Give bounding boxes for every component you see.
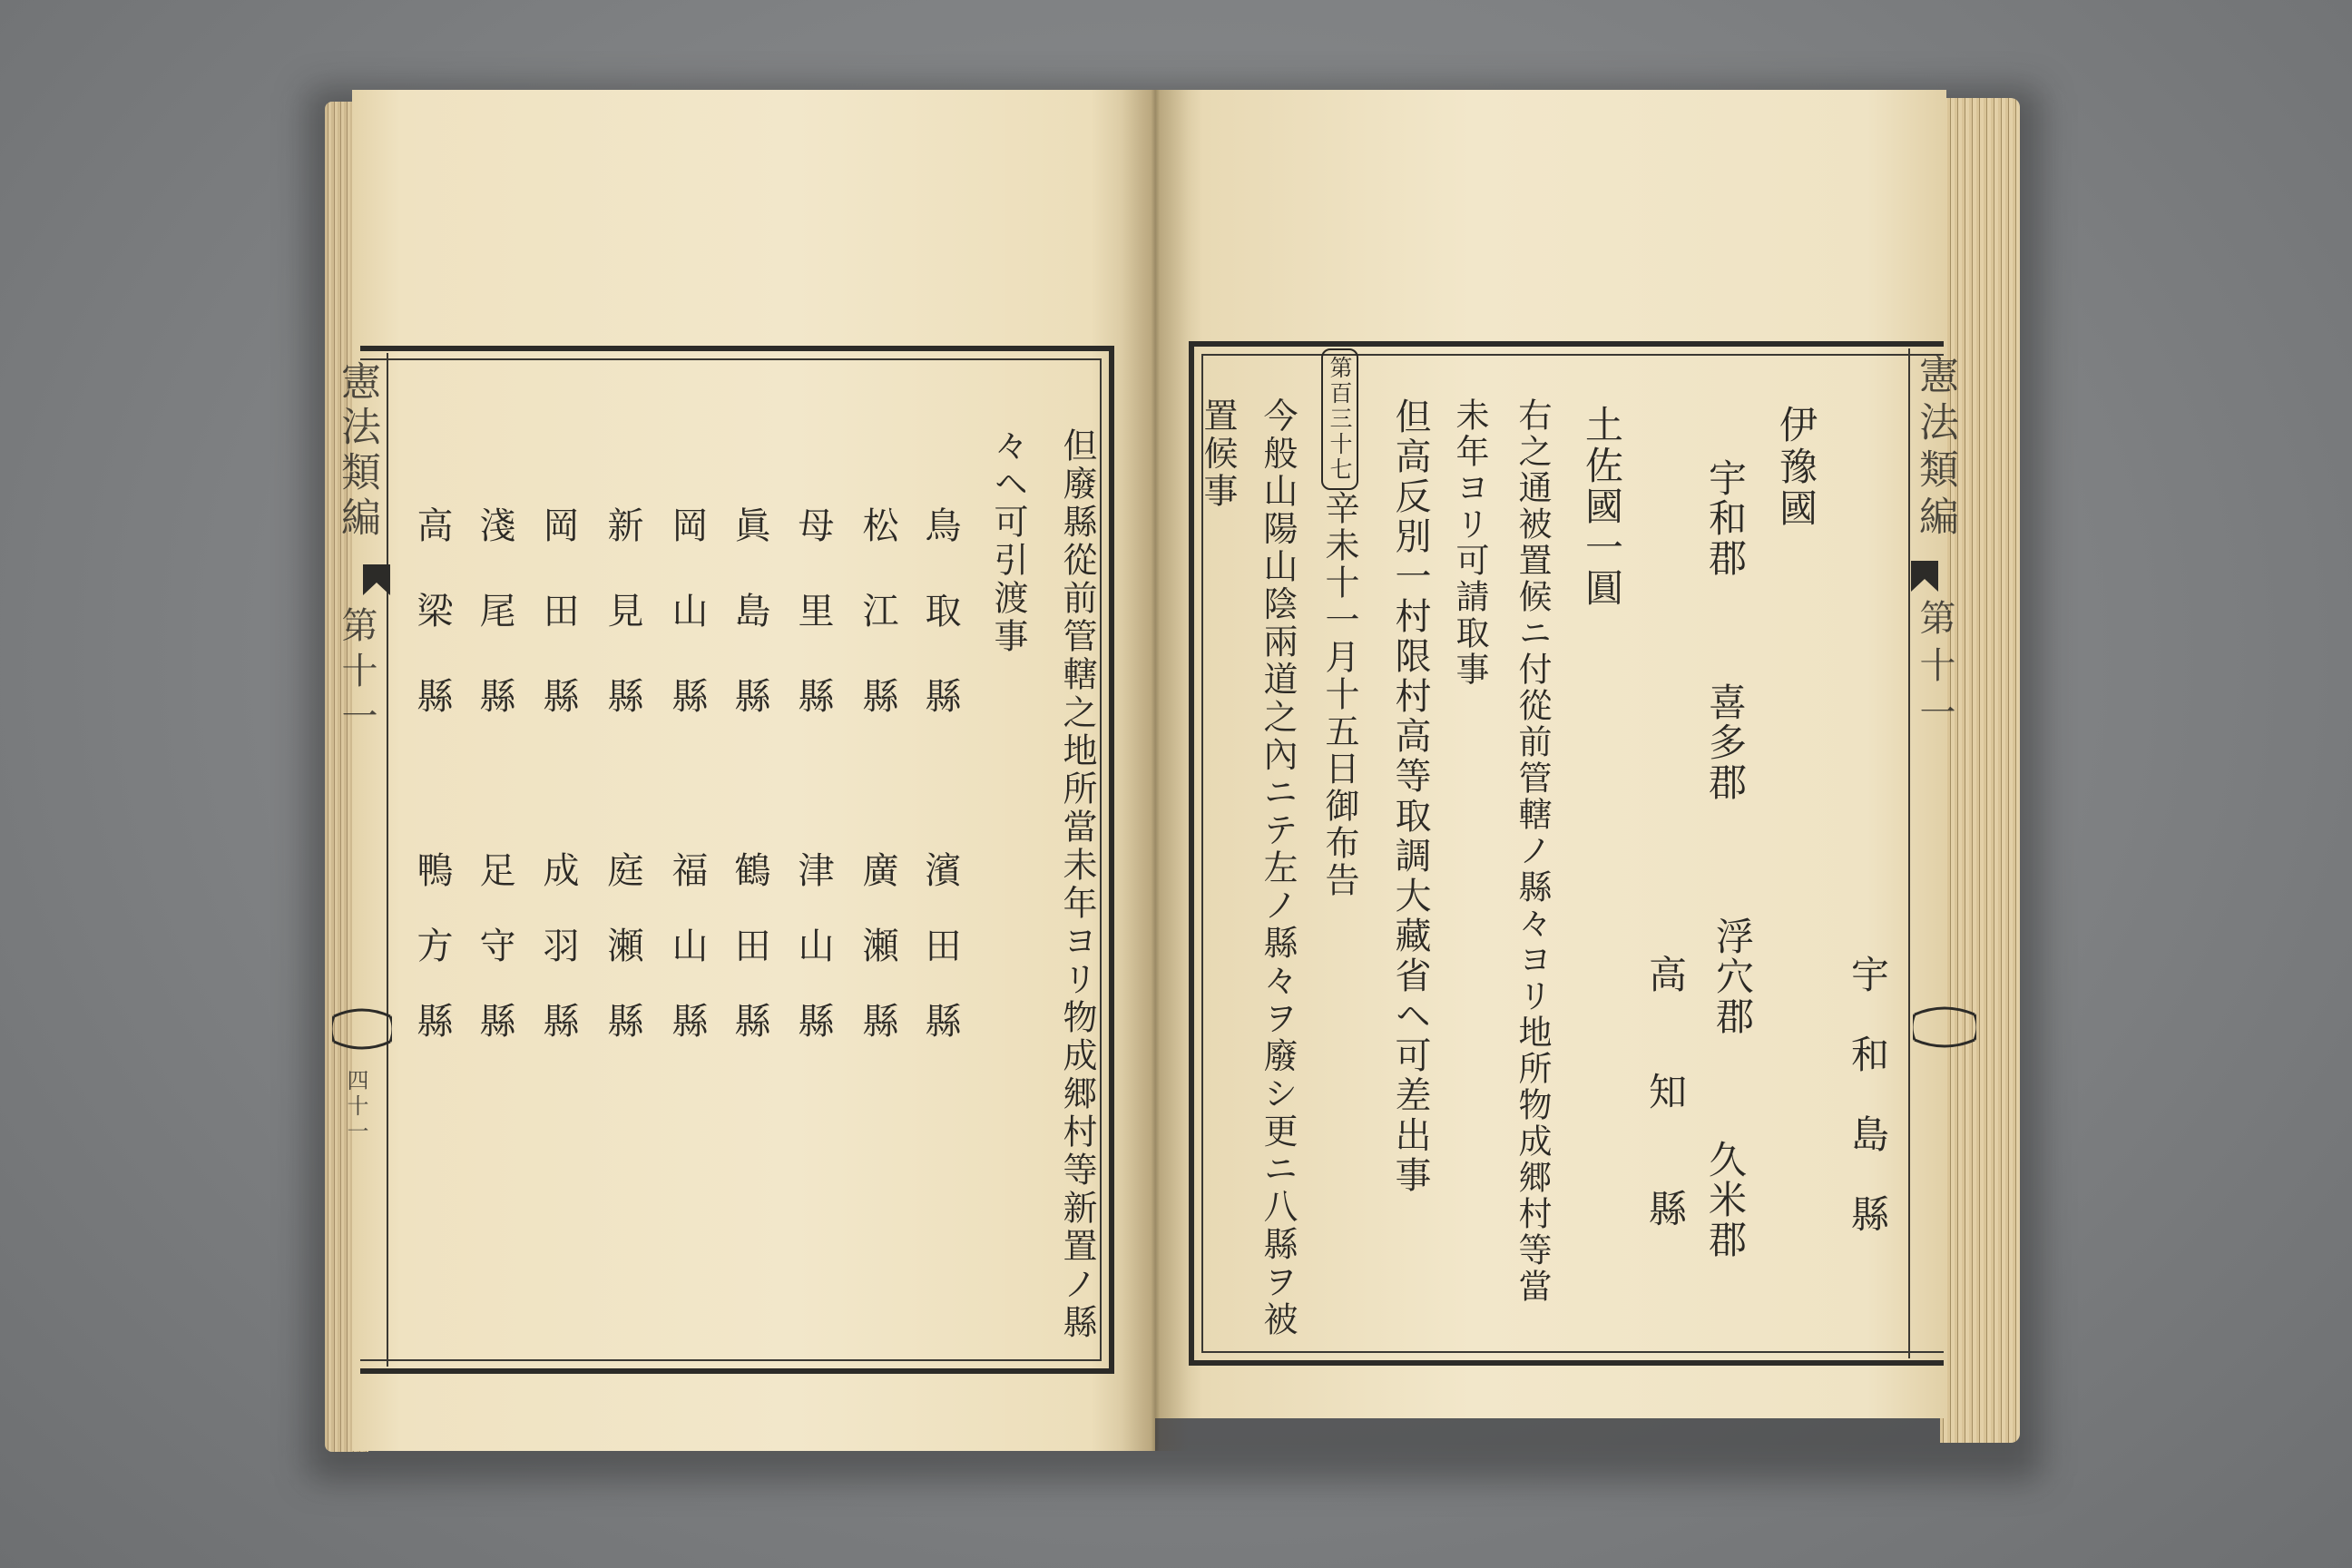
left-elephant-nose-icon (332, 1007, 392, 1051)
left-page-number: 四十一 (343, 1069, 368, 1145)
book-gutter (1122, 90, 1189, 1451)
province-iyo: 伊豫國 (1774, 405, 1818, 530)
entry-line: 今般山陽山陰兩道之內ニテ左ノ縣々ヲ廢シ更ニ八縣ヲ被 (1258, 397, 1298, 1339)
proviso-line: 但高反別一村限村高等取調大藏省ヘ可差出事 (1389, 397, 1431, 1196)
left-spine-volume: 第十一 (336, 606, 377, 742)
left-spine-rule (387, 353, 388, 1367)
left-fishtail-icon (363, 564, 390, 595)
prefecture-list-item: 松江縣 (857, 506, 898, 762)
province-tosa: 土佐國一圓 (1580, 405, 1624, 609)
prefecture-list-item: 淺尾縣 (474, 506, 515, 762)
right-page-edges (1940, 98, 2020, 1443)
district-item: 久米郡 (1703, 1140, 1748, 1259)
prefecture-list-item: 福山縣 (666, 851, 708, 1077)
prefecture-list-item: 新見縣 (602, 506, 643, 762)
prefecture-list-item: 津山縣 (792, 851, 834, 1077)
prefecture-list-item: 鴨方縣 (411, 851, 453, 1077)
right-page-frame (1189, 341, 1944, 1366)
right-elephant-nose-icon (1913, 1005, 1976, 1049)
prefecture-list-item: 高梁縣 (411, 506, 453, 762)
prefecture-list-item: 廣瀬縣 (857, 851, 898, 1077)
prefecture-list-item: 成羽縣 (537, 851, 579, 1077)
left-spine-title: 憲法類編 (334, 360, 380, 542)
left-proviso-line: 但廢縣從前管轄之地所當未年ヨリ物成郷村等新置ノ縣 (1057, 427, 1097, 1342)
district-item: 喜多郡 (1703, 682, 1748, 802)
entry-number-badge: 第百三十七 (1321, 348, 1358, 490)
right-spine-volume: 第十一 (1914, 599, 1955, 740)
prefecture-list-item: 眞島縣 (729, 506, 770, 762)
prefecture-list-item: 濱田縣 (919, 851, 961, 1077)
right-fishtail-icon (1911, 561, 1938, 592)
notice-line: 未年ヨリ可請取事 (1450, 397, 1489, 688)
prefecture-list-item: 鳥取縣 (919, 506, 961, 762)
right-spine-title: 憲法類編 (1912, 354, 1958, 543)
prefecture-list-item: 母里縣 (792, 506, 834, 762)
district-item: 浮穴郡 (1710, 916, 1755, 1036)
prefecture-uwajima: 宇和島縣 (1846, 955, 1890, 1274)
entry-line: 置候事 (1198, 397, 1238, 511)
prefecture-list-item: 鶴田縣 (729, 851, 770, 1077)
left-proviso-line: 々ヘ可引渡事 (988, 427, 1028, 656)
notice-line: 右之通被置候ニ付從前管轄ノ縣々ヨリ地所物成郷村等當 (1513, 397, 1552, 1305)
prefecture-list-item: 岡山縣 (666, 506, 708, 762)
prefecture-list-item: 庭瀬縣 (602, 851, 643, 1077)
right-spine-rule (1908, 348, 1910, 1358)
prefecture-list-item: 岡田縣 (537, 506, 579, 762)
prefecture-list-item: 足守縣 (474, 851, 515, 1077)
district-item: 宇和郡 (1703, 458, 1748, 578)
entry-date: 辛未十一月十五日御布告 (1319, 490, 1359, 899)
prefecture-kochi: 高知縣 (1643, 955, 1688, 1306)
right-frame-inner-rule (1198, 354, 1944, 1353)
